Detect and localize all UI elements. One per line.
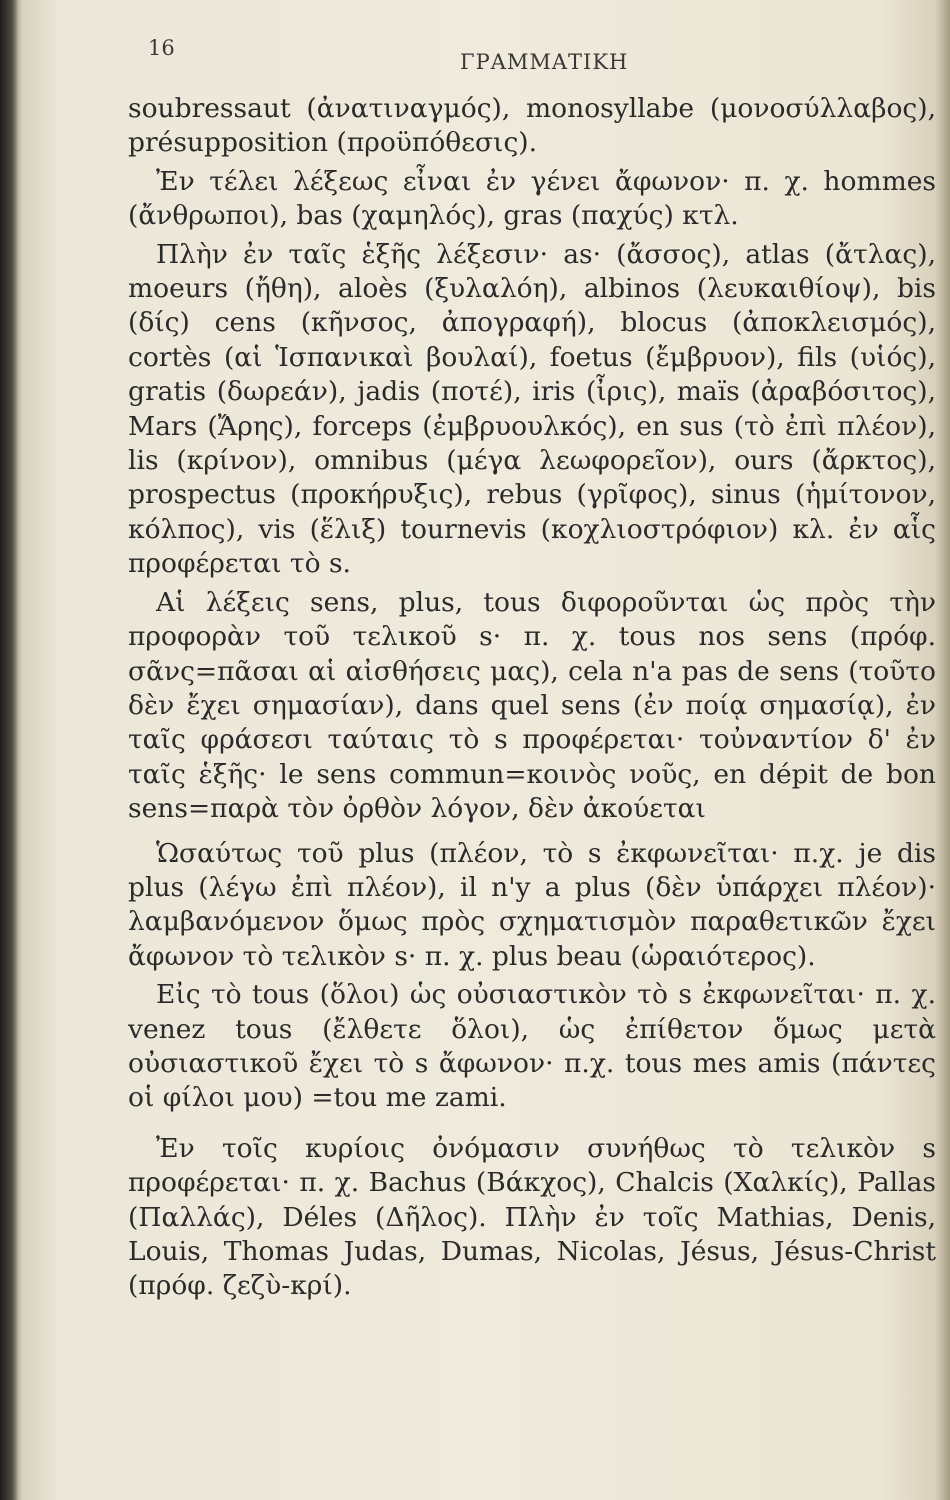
paragraph-7: Ἐν τοῖς κυρίοις ὀνόμασιν συνήθως τὸ τελικὸν s προφέρεται· π. χ. Bachus (Βάκχος), Chalcis (Χαλκίς), Pallas (Παλλάς), Déles (Δῆλος). Πλὴν ἐν τοῖς Mathias, Denis, Louis, Thomas Judas, Dumas, Nicolas, Jésus, Jésus-Christ (πρόφ. ζεζὺ-κρί). (128, 1132, 936, 1302)
paragraph-2: Ἐν τέλει λέξεως εἶναι ἐν γένει ἄφωνον· π. χ. hommes (ἄνθρωποι), bas (χαμηλός), gras (παχύς) κτλ. (128, 165, 936, 232)
running-head: ΓΡΑΜΜΑΤΙΚΗ (460, 50, 629, 74)
paragraph-1: soubressaut (ἀνατιναγμός), monosyllabe (μονοσύλλαβος), présupposition (προϋπόθεσις). (128, 93, 936, 159)
paragraph-3: Πλὴν ἐν ταῖς ἑξῆς λέξεσιν· as· (ἄσσος), atlas (ἄτλας), moeurs (ἤθη), aloès (ξυλαλόη), albinos (λευκαιθίοψ), bis (δίς) cens (κῆνσος, ἀπογραφή), blocus (ἀποκλεισμός), cortès (αἱ Ἱσπανικαὶ βουλαί), foetus (ἔμβρυον), fils (υἱός), gratis (δωρεάν), jadis (ποτέ), iris (ἶρις), maïs (ἀραβόσιτος), Mars (Ἄρης), forceps (ἐμβρυουλκός), en sus (τὸ ἐπὶ πλέον), lis (κρίνον), omnibus (μέγα λεωφορεῖον), ours (ἄρκτος), prospectus (προκήρυξις), rebus (γρῖφος), sinus (ἡμίτονον, κόλπος), vis (ἕλιξ) tournevis (κοχλιοστρόφιον) κλ. ἐν αἷς προφέρεται τὸ s. (128, 238, 936, 580)
body-text (128, 92, 936, 1308)
paragraph-4: Αἱ λέξεις sens, plus, tous διφοροῦνται ὡς πρὸς τὴν προφορὰν τοῦ τελικοῦ s· π. χ. tous nos sens (πρόφ. σᾶνς=πᾶσαι αἱ αἰσθήσεις μας), cela n'a pas de sens (τοῦτο δὲν ἔχει σημασίαν), dans quel sens (ἐν ποίᾳ σημασίᾳ), ἐν ταῖς φράσεσι ταύταις τὸ s προφέρεται· τοὐναντίον δ' ἐν ταῖς ἑξῆς· le sens commun=κοινὸς νοῦς, en dépit de bon sens=παρὰ τὸν ὀρθὸν λόγον, δὲν ἀκούεται (128, 586, 936, 825)
page-number: 16 (148, 36, 175, 60)
book-spine-shadow (0, 0, 18, 1500)
paragraph-5: Ὡσαύτως τοῦ plus (πλέον, τὸ s ἐκφωνεῖται· π.χ. je dis plus (λέγω ἐπὶ πλέον), il n'y a plus (δὲν ὑπάρχει πλέον)· λαμβανόμενον ὅμως πρὸς σχηματισμὸν παραθετικῶν ἔχει ἄφωνον τὸ τελικὸν s· π. χ. plus beau (ὡραιότερος). (128, 837, 936, 972)
paragraph-6: Εἰς τὸ tous (ὅλοι) ὡς οὐσιαστικὸν τὸ s ἐκφωνεῖται· π. χ. venez tous (ἔλθετε ὅλοι), ὡς ἐπίθετον ὅμως μετὰ οὐσιαστικοῦ ἔχει τὸ s ἄφωνον· π.χ. tous mes amis (πάντες οἱ φίλοι μου) =tou me zami. (128, 979, 936, 1114)
